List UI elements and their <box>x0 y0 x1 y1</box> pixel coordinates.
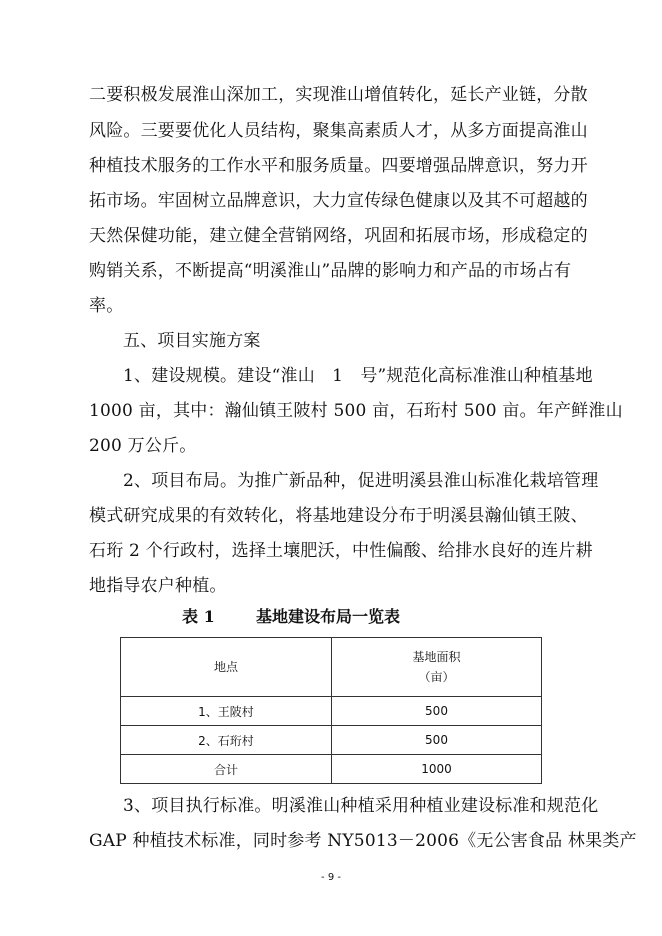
header-area <box>332 638 542 697</box>
paragraph-line: 二要积极发展淮山深加工，实现淮山增值转化，延长产业链，分散 <box>89 85 588 105</box>
paragraph-line: GAP 种植技术标准，同时参考 NY5013－2006《无公害食品 林果类产 <box>89 831 637 851</box>
table-row <box>121 726 542 755</box>
paragraph-line: 风险。三要要优化人员结构，聚集高素质人才，从多方面提高淮山 <box>89 121 588 141</box>
paragraph-line: 200 万公斤。 <box>89 436 197 456</box>
table-caption-title: 基地建设布局一览表 <box>256 607 401 626</box>
row-area: 500 <box>332 726 542 755</box>
page-number: - 9 - <box>321 872 341 883</box>
paragraph-line: 拓市场。牢固树立品牌意识，大力宣传绿色健康以及其不可超越的 <box>89 191 588 211</box>
paragraph-line: 1、建设规模。建设“淮山 1 号”规范化高标准淮山种植基地 <box>123 366 593 386</box>
row-location: 1、王陂村 <box>121 697 332 726</box>
total-value: 1000 <box>332 755 542 784</box>
table-caption <box>0 606 662 628</box>
paragraph-line: 购销关系，不断提高“明溪淮山”品牌的影响力和产品的市场占有 <box>89 261 572 281</box>
paragraph-line: 种植技术服务的工作水平和服务质量。四要增强品牌意识，努力开 <box>89 156 588 176</box>
table-caption-number: 表 1 <box>182 607 215 626</box>
paragraph-line: 1000 亩，其中：瀚仙镇王陂村 500 亩，石珩村 500 亩。年产鲜淮山 <box>89 401 623 421</box>
paragraph-line: 率。 <box>89 296 124 316</box>
header-area-unit: （亩） <box>418 670 455 684</box>
paragraph-line: 模式研究成果的有效转化，将基地建设分布于明溪县瀚仙镇王陂、 <box>89 506 588 526</box>
row-area: 500 <box>332 697 542 726</box>
table-header-row <box>121 638 542 697</box>
table-total-row <box>121 755 542 784</box>
paragraph-line: 3、项目执行标准。明溪淮山种植采用种植业建设标准和规范化 <box>123 796 599 816</box>
paragraph-line: 地指导农户种植。 <box>89 576 227 596</box>
header-area-label: 基地面积 <box>412 650 461 664</box>
total-label: 合计 <box>121 755 332 784</box>
header-location: 地点 <box>121 638 332 697</box>
base-layout-table <box>120 637 542 784</box>
table-row <box>121 697 542 726</box>
row-location: 2、石珩村 <box>121 726 332 755</box>
paragraph-line: 石珩 2 个行政村，选择土壤肥沃，中性偏酸、给排水良好的连片耕 <box>89 541 593 561</box>
paragraph-line: 天然保健功能，建立健全营销网络，巩固和拓展市场，形成稳定的 <box>89 226 588 246</box>
section-heading: 五、项目实施方案 <box>123 331 261 351</box>
paragraph-line: 2、项目布局。为推广新品种，促进明溪县淮山标准化栽培管理 <box>123 471 599 491</box>
